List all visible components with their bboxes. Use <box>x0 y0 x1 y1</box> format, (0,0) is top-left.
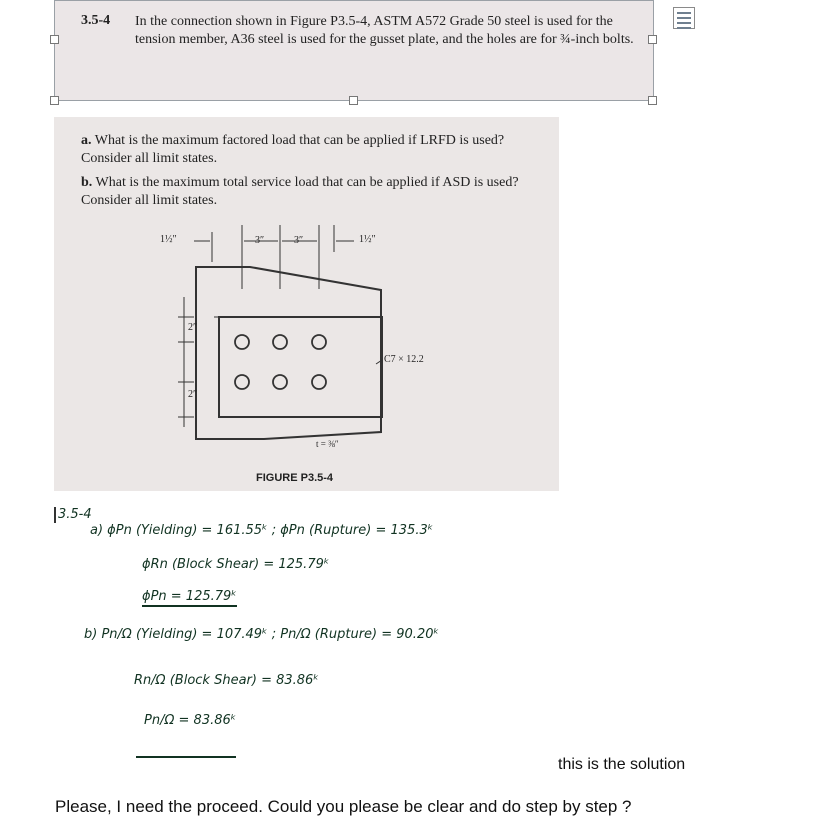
bolt-hole <box>312 335 326 349</box>
dim-left: 1½″ <box>160 234 177 245</box>
question-b-label: b. <box>81 175 93 190</box>
question-b-text: What is the maximum total service load that can be applied if ASD is used? Consider all limit states. <box>81 175 519 208</box>
help-request-text: Please, I need the proceed. Could you please be clear and do step by step ? <box>55 797 632 816</box>
solution-b-line1: b) Pn/Ω (Yielding) = 107.49ᵏ ; Pn/Ω (Rupture) = 90.20ᵏ <box>84 627 440 642</box>
problem-text: In the connection shown in Figure P3.5-4, ASTM A572 Grade 50 steel is used for the tension member, A36 steel is used for the gusset plate, and the holes are for ¾-inch bolts. <box>135 14 634 47</box>
member-label: C7 × 12.2 <box>384 354 424 365</box>
gusset-plate <box>196 267 381 439</box>
solution-note: this is the solution <box>558 756 686 773</box>
selection-border-right <box>653 0 654 100</box>
figure-image[interactable] <box>54 117 559 491</box>
layout-options-icon <box>677 12 691 14</box>
solution-header: 3.5-4 <box>58 507 92 522</box>
problem-statement-image[interactable] <box>54 0 653 100</box>
bolt-hole <box>235 375 249 389</box>
solution-a-line1: a) ϕPn (Yielding) = 161.55ᵏ ; ϕPn (Rupture) = 135.3ᵏ <box>90 523 434 538</box>
selection-border-left <box>54 0 55 100</box>
solution-a-result: ϕPn = 125.79ᵏ <box>142 589 237 607</box>
bolt-hole <box>312 375 326 389</box>
question-a-text: What is the maximum factored load that can be applied if LRFD is used? Consider all limit states. <box>81 133 505 166</box>
channel-member <box>219 317 382 417</box>
bolt-hole <box>273 375 287 389</box>
selection-border-top <box>54 0 653 1</box>
resize-handle-right[interactable] <box>648 35 657 44</box>
dim-3b: 3″ <box>294 235 304 246</box>
resize-handle-bottom-right[interactable] <box>648 96 657 105</box>
solution-b-line2: Rn/Ω (Block Shear) = 83.86ᵏ <box>134 673 319 688</box>
solution-b-result: Pn/Ω = 83.86ᵏ <box>144 713 237 728</box>
resize-handle-bottom[interactable] <box>349 96 358 105</box>
handwritten-solution-image[interactable] <box>54 503 559 765</box>
dim-right: 1½″ <box>359 234 376 245</box>
dim-2b: 2″ <box>188 389 198 400</box>
question-a-label: a. <box>81 133 92 148</box>
bolt-hole <box>235 335 249 349</box>
layout-options-button[interactable] <box>673 7 695 29</box>
resize-handle-bottom-left[interactable] <box>50 96 59 105</box>
solution-a-line2: ϕRn (Block Shear) = 125.79ᵏ <box>142 557 330 572</box>
solution-underline <box>136 756 236 758</box>
thickness-label: t = ⅜″ <box>316 439 339 449</box>
dim-2a: 2″ <box>188 322 198 333</box>
resize-handle-left[interactable] <box>50 35 59 44</box>
problem-number: 3.5-4 <box>81 13 111 28</box>
bolt-hole <box>273 335 287 349</box>
figure-caption: FIGURE P3.5-4 <box>256 472 334 484</box>
dim-3a: 3″ <box>255 235 265 246</box>
connection-drawing <box>54 117 559 491</box>
